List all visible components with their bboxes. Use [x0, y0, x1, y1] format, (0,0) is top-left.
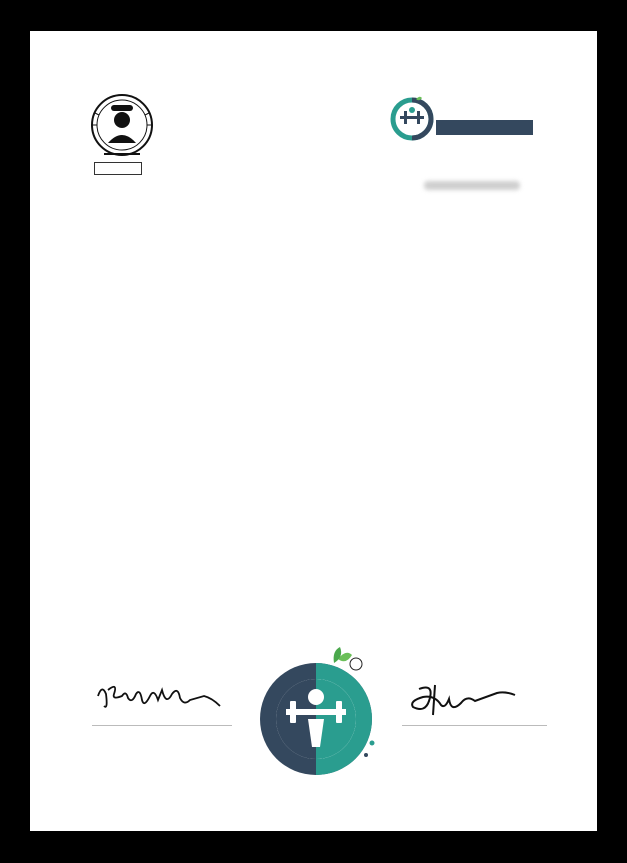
- redacted-reference: [424, 181, 520, 190]
- academy-seal-icon: [252, 631, 382, 781]
- director-signature-icon: [92, 676, 232, 726]
- founder-signature-line: [402, 725, 547, 726]
- accreditation-seal-icon: [87, 91, 157, 173]
- founder-signature-icon: [405, 679, 525, 725]
- seal-code: [94, 162, 142, 175]
- certificate-sheet: [30, 31, 597, 831]
- brand-emblem-icon: [390, 95, 436, 141]
- director-signature-line: [92, 725, 232, 726]
- brand-name-line2: [436, 120, 533, 135]
